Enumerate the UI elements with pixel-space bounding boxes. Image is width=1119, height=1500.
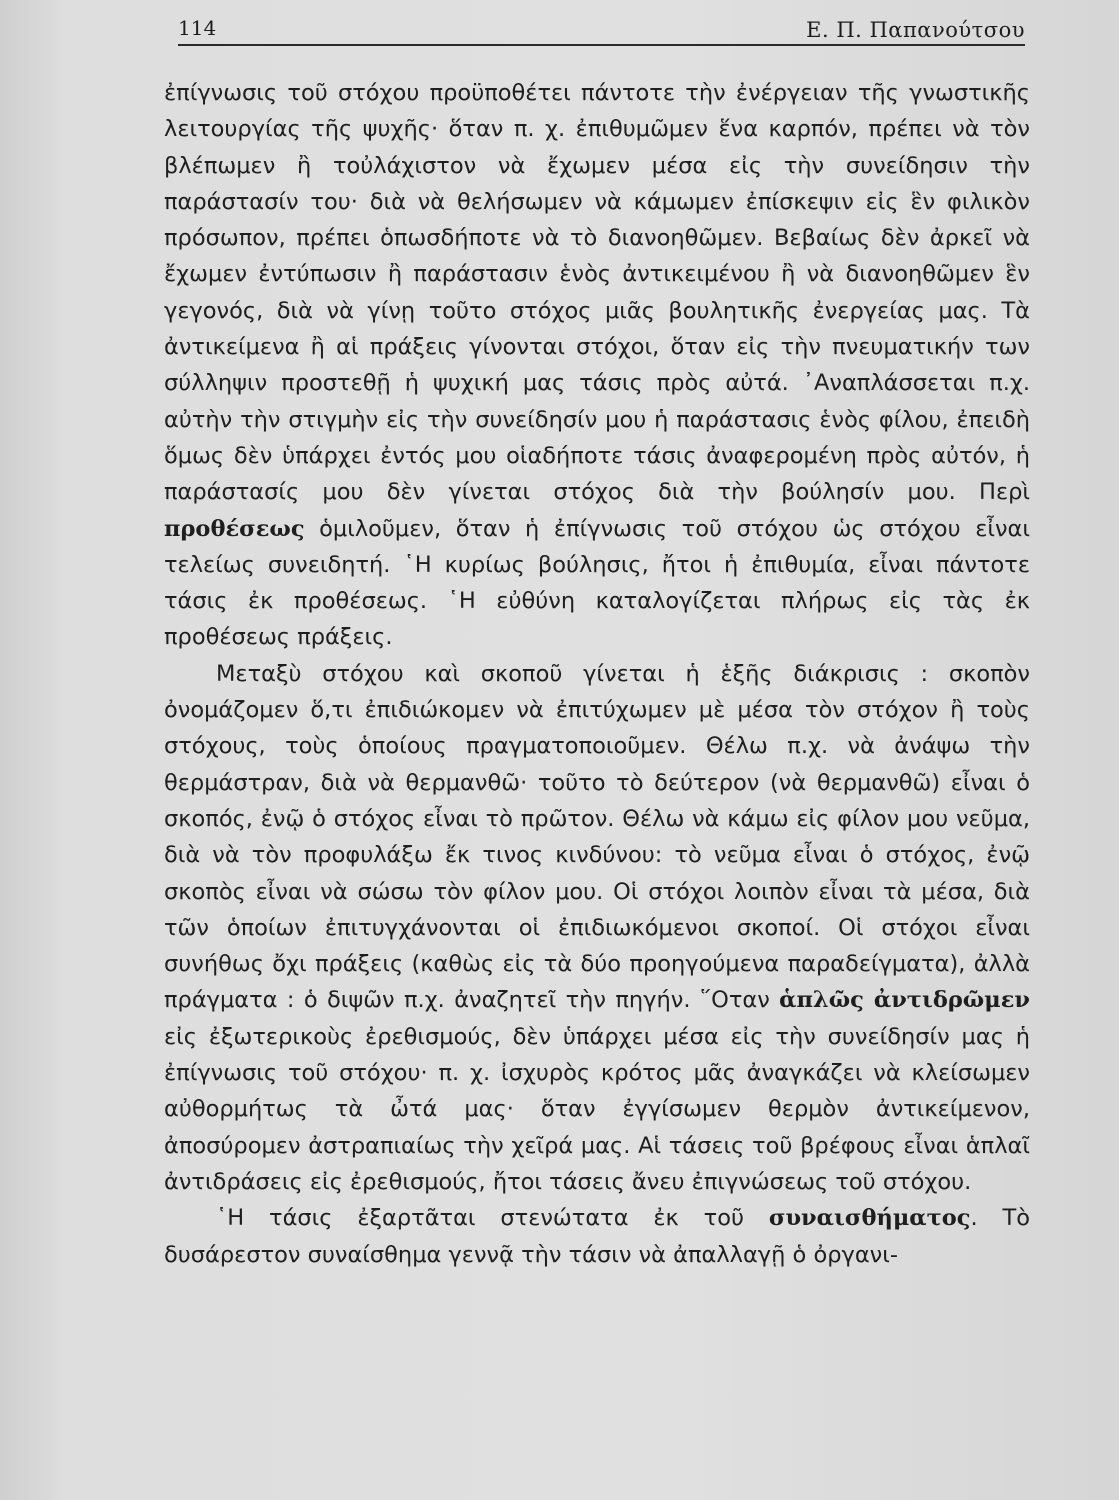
body-text: [164, 75, 1030, 1273]
text-run: ῾Η τάσις ἐξαρτᾶται στενώτατα ἐκ τοῦ: [216, 1205, 769, 1232]
text-run: ἐπίγνωσις τοῦ στόχου προϋποθέτει πάντοτε τὴν ἐνέργειαν τῆς γνωστικῆς λειτουργίας τῆς ψυχῆς· ὅταν π. χ. ἐπιθυμῶμεν ἕνα καρπόν, πρέπει νὰ τὸν βλέπωμεν ἢ τοὐλάχιστον νὰ ἔχωμεν μέσα εἰς τὴν συνείδησιν τὴν παράστασίν του· διὰ νὰ θελήσωμεν νὰ κάμωμεν ἐπίσκεψιν εἰς ἓν φιλικὸν πρόσωπον, πρέπει ὁπωσδήποτε νὰ τὸ διανοηθῶμεν. Βεβαίως δὲν ἀρκεῖ νὰ ἔχωμεν ἐντύπωσιν ἢ παράστασιν ἑνὸς ἀντικειμένου ἢ νὰ διανοηθῶμεν ἓν γεγονός, διὰ νὰ γίνῃ τοῦτο στόχος μιᾶς βουλητικῆς ἐνεργείας μας. Τὰ ἀντικείμενα ἢ αἱ πράξεις γίνονται στόχοι, ὅταν εἰς τὴν πνευματικήν των σύλληψιν προστεθῇ ἡ ψυχική μας τάσις πρὸς αὐτά. ᾿Αναπλάσσεται π.χ. αὐτὴν τὴν στιγμὴν εἰς τὴν συνείδησίν μου ἡ παράστασις ἑνὸς φίλου, ἐπειδὴ ὅμως δὲν ὑπάρχει ἐντός μου οἱαδήποτε τάσις ἀναφερομένη πρὸς αὐτόν, ἡ παράστασίς μου δὲν γίνεται στόχος διὰ τὴν βούλησίν μου. Περὶ: [164, 80, 1030, 506]
page-number: 114: [178, 16, 217, 40]
paragraph-continued: [164, 75, 1030, 656]
paragraph-feeling: [164, 1200, 1030, 1273]
running-head: [178, 14, 1025, 46]
running-title: Ε. Π. Παπανούτσου: [806, 18, 1025, 42]
text-run: . Τὸ δυσάρεστον συναίσθημα γεννᾷ τὴν τάσιν νὰ ἀπαλλαγῇ ὁ ὀργανι-: [164, 1205, 1030, 1268]
text-run: εἰς ἐξωτερικοὺς ἐρεθισμούς, δὲν ὑπάρχει μέσα εἰς τὴν συνείδησίν μας ἡ ἐπίγνωσις τοῦ στόχου· π. χ. ἰσχυρὸς κρότος μᾶς ἀναγκάζει νὰ κλείσωμεν αὐθορμήτως τὰ ὦτά μας· ὅταν ἐγγίσωμεν θερμὸν ἀντικείμενον, ἀποσύρομεν ἀστραπιαίως τὴν χεῖρά μας. Αἱ τάσεις τοῦ βρέφους εἶναι ἁπλαῖ ἀντιδράσεις εἰς ἐρεθισμούς, ἤτοι τάσεις ἄνευ ἐπιγνώσεως τοῦ στόχου.: [164, 1023, 1030, 1195]
text-run: ὁμιλοῦμεν, ὅταν ἡ ἐπίγνωσις τοῦ στόχου ὡς στόχου εἶναι τελείως συνειδητή. ῾Η κυρίως βούλησις, ἤτοι ἡ ἐπιθυμία, εἶναι πάντοτε τάσις ἐκ προθέσεως. ῾Η εὐθύνη καταλογίζεται πλήρως εἰς τὰς ἐκ προθέσεως πράξεις.: [164, 515, 1030, 651]
emphasis-term: προθέσεως: [164, 515, 305, 542]
paragraph-aim-vs-target: [164, 656, 1030, 1200]
emphasis-term: συναισθήματος: [768, 1205, 971, 1232]
text-run: Μεταξὺ στόχου καὶ σκοποῦ γίνεται ἡ ἑξῆς διάκρισις : σκοπὸν ὀνομάζομεν ὅ,τι ἐπιδιώκομεν νὰ ἐπιτύχωμεν μὲ μέσα τὸν στόχον ἢ τοὺς στόχους, τοὺς ὁποίους πραγματοποιοῦμεν. Θέλω π.χ. νὰ ἀνάψω τὴν θερμάστραν, διὰ νὰ θερμανθῶ· τοῦτο τὸ δεύτερον (νὰ θερμανθῶ) εἶναι ὁ σκοπός, ἐνῷ ὁ στόχος εἶναι τὸ πρῶτον. Θέλω νὰ κάμω εἰς φίλον μου νεῦμα, διὰ νὰ τὸν προφυλάξω ἔκ τινος κινδύνου: τὸ νεῦμα εἶναι ὁ στόχος, ἐνῷ σκοπὸς εἶναι νὰ σώσω τὸν φίλον μου. Οἱ στόχοι λοιπὸν εἶναι τὰ μέσα, διὰ τῶν ὁποίων ἐπιτυγχάνονται οἱ ἐπιδιωκόμενοι σκοποί. Οἱ στόχοι εἶναι συνήθως ὄχι πράξεις (καθὼς εἰς τὰ δύο προηγούμενα παραδείγματα), ἀλλὰ πράγματα : ὁ διψῶν π.χ. ἀναζητεῖ τὴν πηγήν. ῞Οταν: [164, 660, 1030, 1014]
emphasis-term: ἁπλῶς ἀντιδρῶμεν: [779, 987, 1030, 1014]
